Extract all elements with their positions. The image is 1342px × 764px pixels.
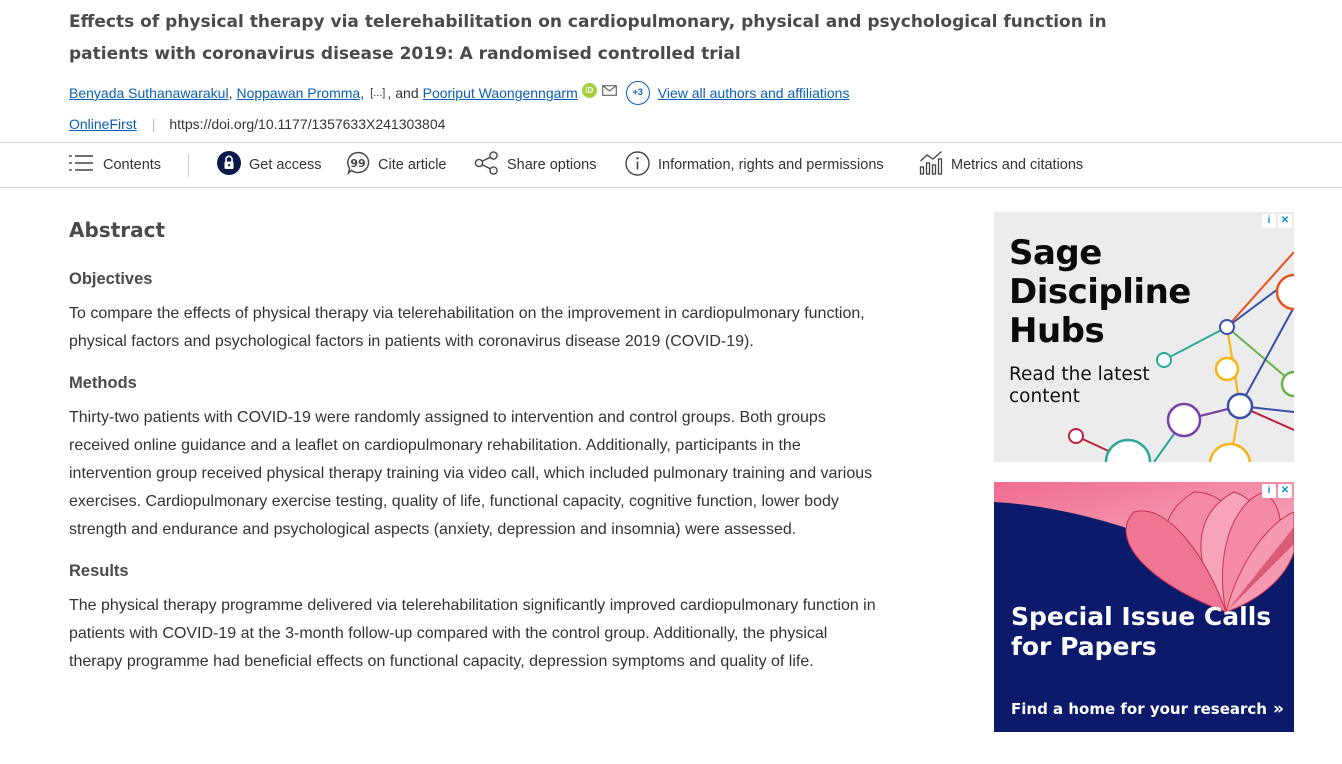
author-separator: , bbox=[360, 85, 365, 101]
contents-label: Contents bbox=[103, 157, 162, 173]
meta-divider: | bbox=[151, 116, 156, 132]
author-separator: , bbox=[228, 85, 233, 101]
close-icon[interactable]: ✕ bbox=[1278, 484, 1292, 498]
section-text-results: The physical therapy programme delivered via telerehabilitation significantly improved cardiopulmonary function in patients with COVID-19 at the 3-month follow-up compared with the control group. Additionally, the physical therapy programme had beneficial effects on functional capacity, depression symptoms and quality of life. bbox=[69, 597, 876, 670]
author-and-text: and bbox=[395, 85, 419, 101]
metrics-label: Metrics and citations bbox=[951, 157, 1084, 173]
abstract-heading: Abstract bbox=[69, 218, 166, 242]
ad-cta-link[interactable] bbox=[1011, 699, 1282, 719]
section-heading-results: Results bbox=[69, 562, 129, 580]
author-link-3[interactable]: Pooriput Waongenngarm bbox=[422, 85, 578, 101]
ad-headline: Sage Discipline Hubs bbox=[1009, 233, 1191, 351]
lock-icon bbox=[217, 151, 249, 179]
article-toolbar bbox=[0, 142, 1342, 188]
doi-text[interactable]: https://doi.org/10.1177/1357633X241303804 bbox=[169, 116, 446, 132]
view-all-authors-link[interactable]: View all authors and affiliations bbox=[657, 85, 850, 101]
online-first-link[interactable]: OnlineFirst bbox=[69, 116, 137, 132]
section-heading-objectives: Objectives bbox=[69, 270, 153, 288]
share-icon bbox=[474, 151, 507, 179]
ad-controls bbox=[1262, 484, 1292, 498]
special-issue-ad[interactable] bbox=[994, 482, 1294, 732]
author-separator: , bbox=[387, 85, 392, 101]
author-ellipsis[interactable]: [...] bbox=[370, 87, 386, 99]
close-icon[interactable]: ✕ bbox=[1278, 214, 1292, 228]
quote-icon bbox=[346, 151, 378, 179]
svg-text:99: 99 bbox=[350, 157, 366, 170]
cite-article-label: Cite article bbox=[378, 157, 447, 173]
get-access-label: Get access bbox=[249, 157, 322, 173]
toolbar-divider bbox=[188, 154, 189, 177]
abstract-section bbox=[69, 212, 879, 676]
double-chevron-right-icon: » bbox=[1272, 699, 1282, 719]
bar-chart-icon bbox=[919, 150, 951, 180]
orcid-icon[interactable]: iD bbox=[582, 83, 597, 98]
author-list bbox=[69, 82, 849, 104]
adchoices-icon[interactable]: i bbox=[1262, 214, 1276, 228]
share-options-label: Share options bbox=[507, 157, 597, 173]
contents-button[interactable] bbox=[69, 143, 161, 187]
information-label: Information, rights and permissions bbox=[658, 157, 884, 173]
ad-subheadline: Read the latest content bbox=[1009, 364, 1150, 407]
section-heading-methods: Methods bbox=[69, 374, 137, 392]
more-authors-badge[interactable]: +3 bbox=[626, 81, 650, 105]
section-text-methods: Thirty-two patients with COVID-19 were randomly assigned to intervention and control groups. Both groups received online guidance and a leaflet on cardiopulmonary rehabilitation. Additionally, participants in the intervention group received physical therapy training via video call, which included pulmonary training and various exercises. Cardiopulmonary exercise testing, quality of life, functional capacity, cognitive function, lower body strength and endurance and psychological aspects (anxiety, depression and insomnia) were assessed. bbox=[69, 409, 873, 538]
information-button[interactable] bbox=[625, 143, 884, 187]
menu-icon bbox=[69, 153, 103, 177]
adchoices-icon[interactable]: i bbox=[1262, 484, 1276, 498]
ad-cta-label: Find a home for your research bbox=[1011, 700, 1267, 718]
email-icon[interactable] bbox=[602, 83, 617, 99]
info-icon bbox=[625, 151, 658, 180]
section-text-objectives: To compare the effects of physical therapy via telerehabilitation on the improvement in cardiopulmonary function, physical factors and psychological factors in patients with coronavirus disease 2019 (COVID-19). bbox=[69, 305, 865, 350]
cite-article-button[interactable] bbox=[346, 143, 447, 187]
author-link-1[interactable]: Benyada Suthanawarakul bbox=[69, 85, 229, 101]
metrics-button[interactable] bbox=[919, 143, 1083, 187]
author-link-2[interactable]: Noppawan Promma bbox=[236, 85, 361, 101]
ad-headline: Special Issue Calls for Papers bbox=[1011, 602, 1272, 661]
sage-hubs-ad[interactable] bbox=[994, 212, 1294, 462]
article-title: Effects of physical therapy via telerehabilitation on cardiopulmonary, physical and psychological function in patients with coronavirus disease 2019: A randomised controlled trial bbox=[69, 12, 1107, 64]
share-options-button[interactable] bbox=[474, 143, 596, 187]
article-meta bbox=[69, 114, 445, 134]
get-access-button[interactable] bbox=[217, 143, 322, 187]
ad-controls bbox=[1262, 214, 1292, 228]
